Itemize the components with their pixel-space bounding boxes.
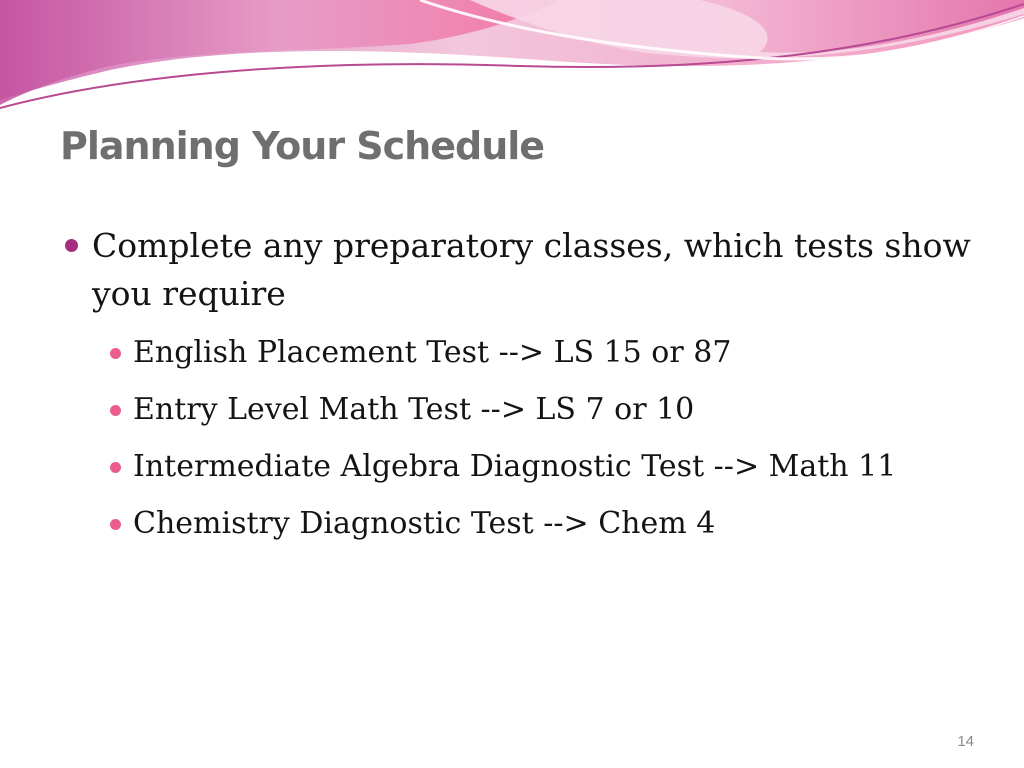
slide-title: Planning Your Schedule xyxy=(60,124,545,168)
slide-body xyxy=(62,222,992,552)
sub-bullet-text: Entry Level Math Test --> LS 7 or 10 xyxy=(133,392,695,427)
sub-bullet-dot-icon xyxy=(110,405,121,416)
sub-bullet-dot-icon xyxy=(110,348,121,359)
sub-bullet-item xyxy=(102,495,992,552)
bullet-dot-icon xyxy=(65,239,78,252)
sub-bullet-item xyxy=(102,438,992,495)
sub-bullet-dot-icon xyxy=(110,519,121,530)
bullet-item xyxy=(62,222,992,318)
sub-bullet-item xyxy=(102,381,992,438)
slide-number: 14 xyxy=(957,733,974,750)
sub-bullet-item xyxy=(102,324,992,381)
sub-bullet-text: Intermediate Algebra Diagnostic Test --> Math 11 xyxy=(133,449,897,484)
sub-bullet-dot-icon xyxy=(110,462,121,473)
sub-bullet-list xyxy=(62,324,992,552)
bullet-text: Complete any preparatory classes, which tests show you require xyxy=(92,226,971,313)
sub-bullet-text: English Placement Test --> LS 15 or 87 xyxy=(133,335,732,370)
sub-bullet-text: Chemistry Diagnostic Test --> Chem 4 xyxy=(133,506,716,541)
decorative-wave-banner xyxy=(0,0,1024,120)
